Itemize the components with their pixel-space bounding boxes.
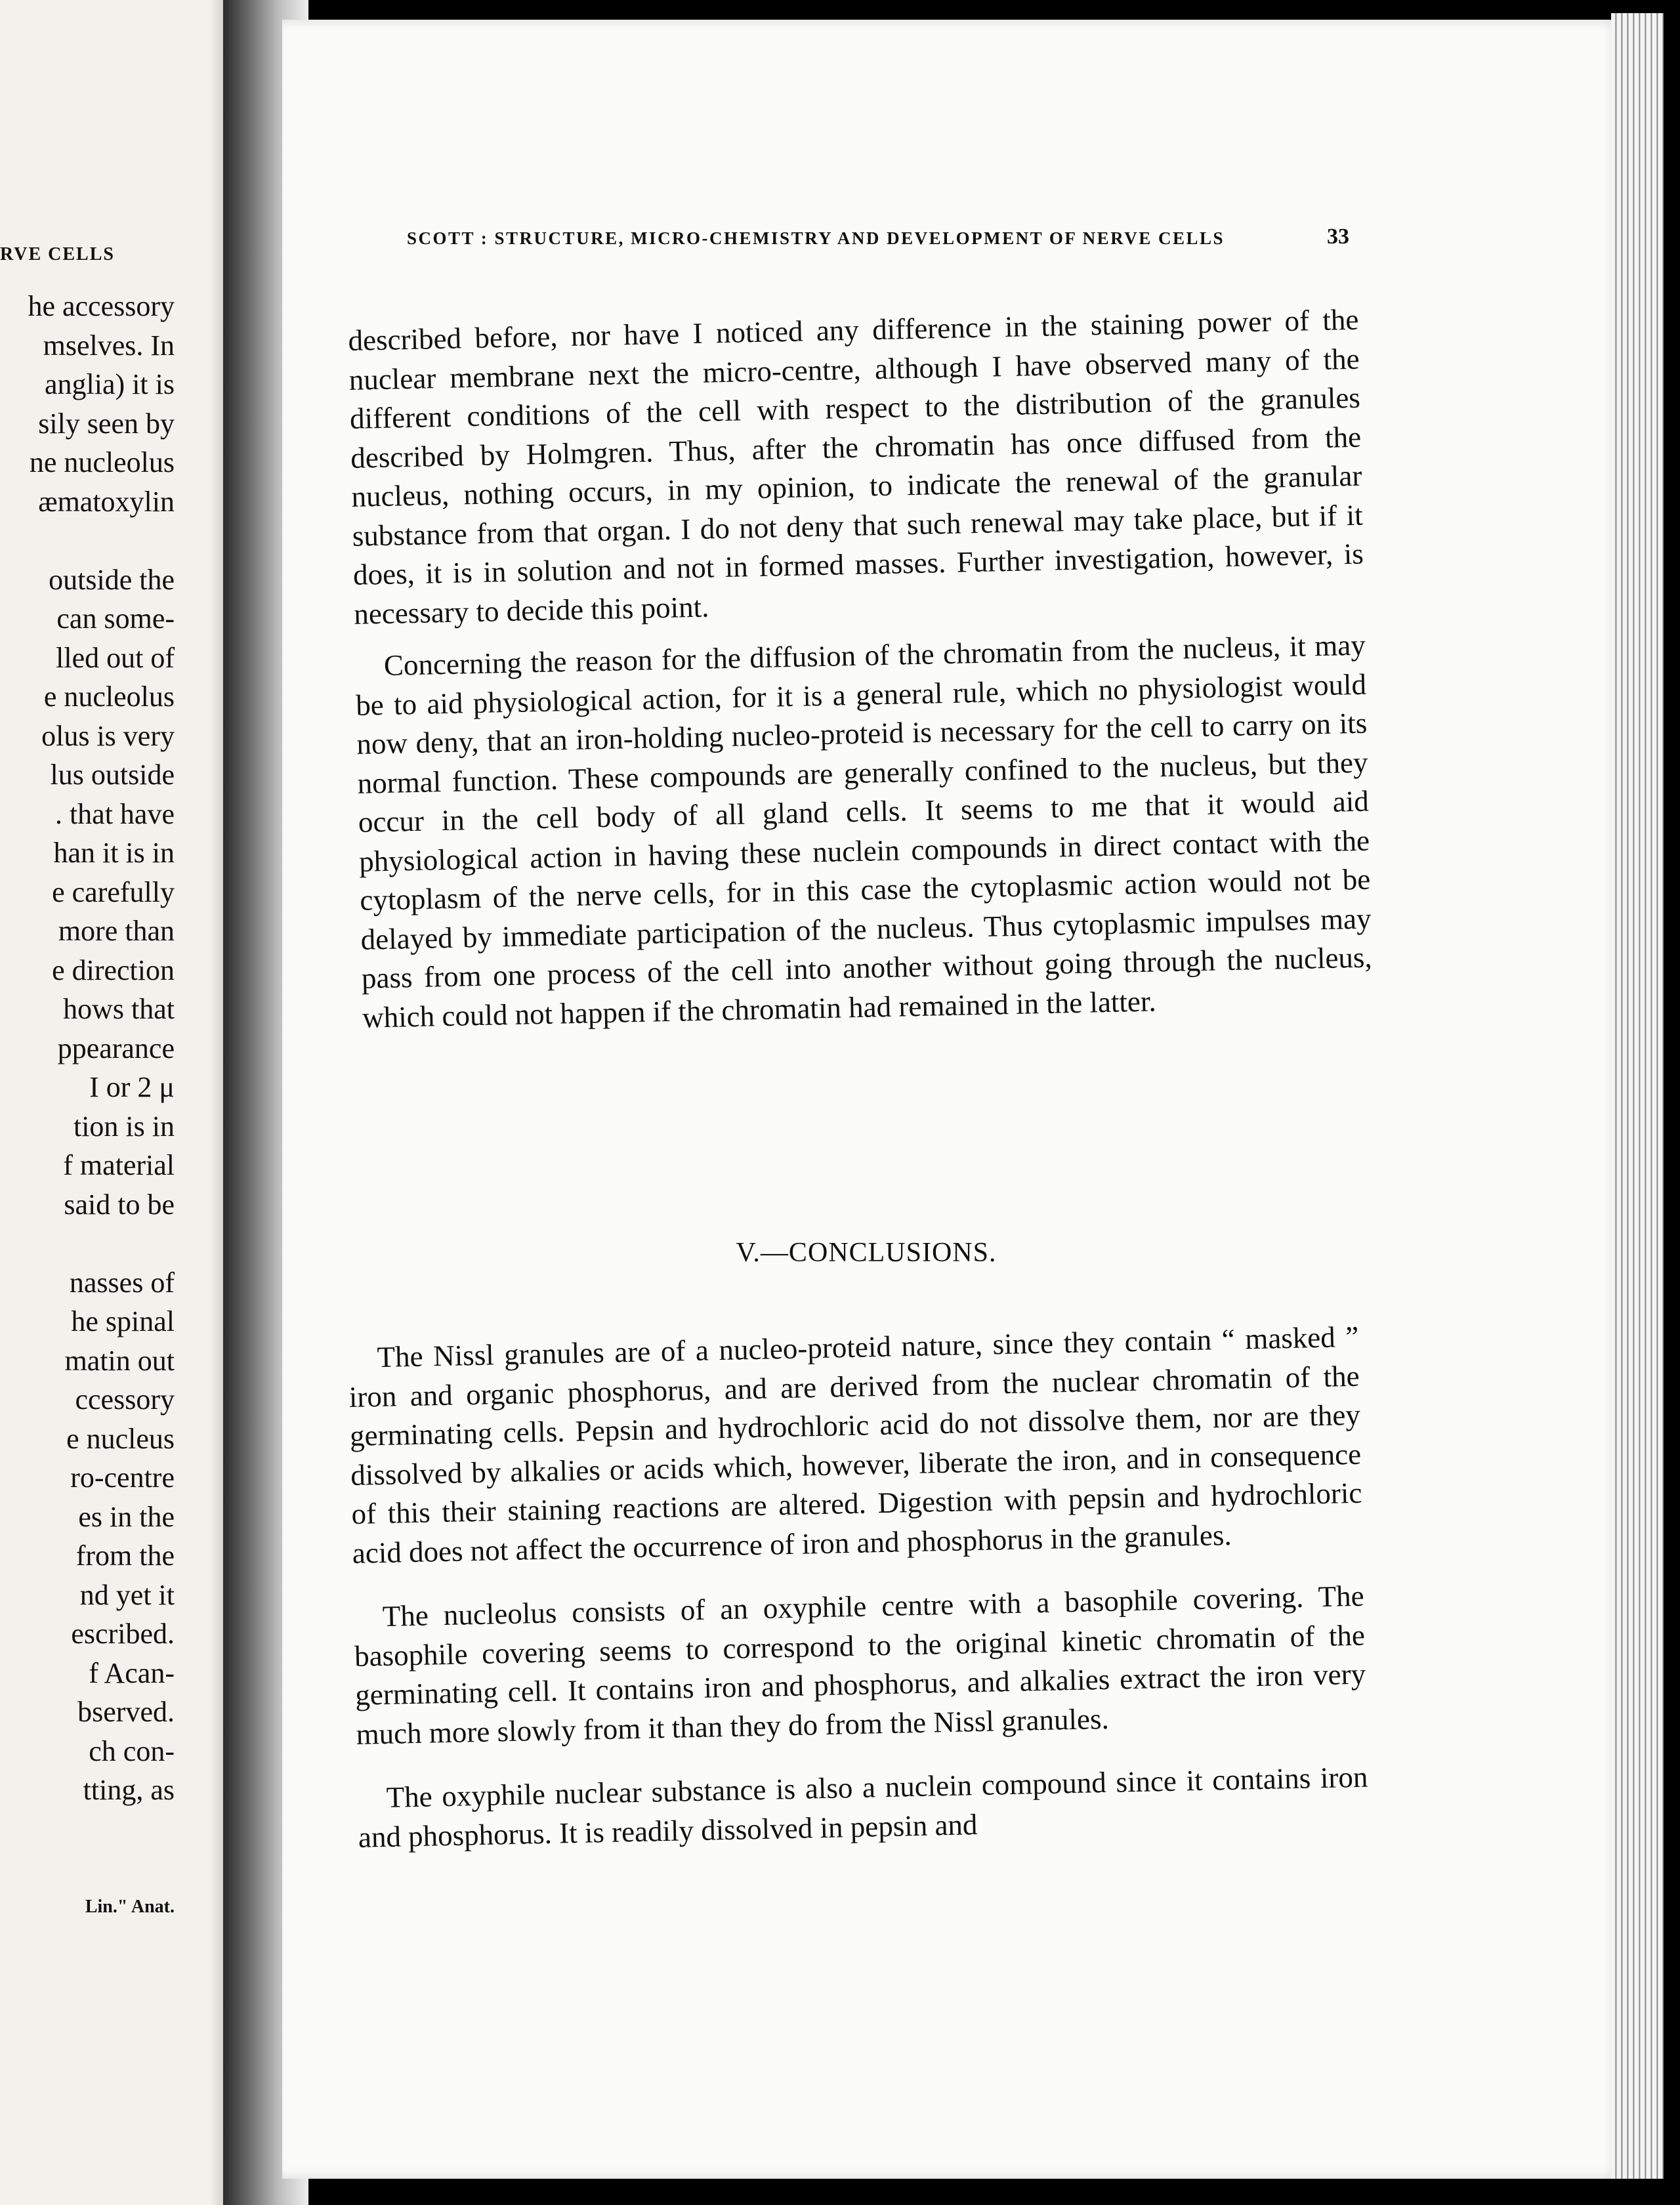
paragraph: The nucleolus consists of an oxyphile centre with a basophile covering. The basophile covering seems to correspond to the original kinetic chromatin of the germinating cell. It contains iron and phosphorus, and alkalies extract the iron very much more slowly from it than they do from the Nissl granules.	[354, 1579, 1366, 1751]
left-page-line: can some-	[56, 602, 175, 635]
left-page-line: e direction	[52, 954, 175, 986]
left-page	[0, 0, 236, 2205]
left-page-line: anglia) it is	[45, 368, 175, 400]
left-page-line: outside the	[49, 563, 175, 596]
left-page-running-head: RVE CELLS	[0, 244, 115, 264]
left-page-line: tion is in	[73, 1110, 175, 1143]
left-page-line: escribed.	[71, 1618, 175, 1650]
left-page-line: ccessory	[75, 1383, 175, 1416]
conclusions-text	[348, 1318, 1369, 1857]
left-page-line: e nucleolus	[43, 681, 175, 713]
left-page-line: lled out of	[56, 641, 175, 674]
body-text-top	[348, 301, 1374, 1038]
left-page-line: f material	[63, 1149, 175, 1181]
left-page-line: f Acan-	[89, 1656, 175, 1689]
left-page-line: more than	[58, 915, 175, 947]
left-page-line: es in the	[78, 1500, 175, 1533]
paragraph: Concerning the reason for the diffusion of the chromatin from the nucleus, it may be to aid physiological action, for it is a general rule, which no physiologist would now deny, that an iron-holding nucleo-proteid is necessary for the cell to carry on its normal function. These compounds are generally confined to the nucleus, but they occur in the cell body of all gland cells. It seems to me that it would aid physiological action in having these nuclein compounds in direct contact with the cytoplasm of the nerve cells, for in this case the cytoplasmic action would not be delayed by immediate participation of the nucleus. Thus cytoplasmic impulses may pass from one process of the cell into another without going through the nucleus, which could not happen if the chromatin had remained in the latter.	[355, 628, 1373, 1034]
left-page-line: e nucleus	[66, 1422, 175, 1455]
left-page-line: mselves. In	[43, 329, 175, 362]
page-number: 33	[1327, 224, 1349, 249]
left-page-line: sily seen by	[38, 407, 175, 440]
left-page-line: nasses of	[69, 1266, 175, 1299]
left-page-line: tting, as	[83, 1774, 175, 1806]
left-page-footnote: Lin." Anat.	[85, 1897, 175, 1917]
left-page-line: he accessory	[28, 290, 175, 322]
left-page-line: matin out	[64, 1344, 175, 1377]
section-heading: V.—CONCLUSIONS.	[736, 1238, 997, 1268]
left-page-line: . that have	[54, 797, 175, 830]
left-page-line: ro-centre	[70, 1461, 175, 1494]
left-page-line: e carefully	[52, 875, 175, 908]
paragraph: The oxyphile nuclear substance is also a nuclein compound since it contains iron and phosphorus. It is readily dissolved in pepsin and	[358, 1760, 1368, 1854]
left-page-line: æmatoxylin	[38, 485, 175, 518]
left-page-line: han it is in	[53, 837, 175, 869]
left-page-line: ppearance	[57, 1032, 175, 1064]
paragraph: described before, nor have I noticed any difference in the staining power of the nuclear membrane next the micro-centre, although I have observed many of the different conditions of the cell with respect to the distribution of the granules described by Holmgren. Thus, after the chromatin has once diffused from the nucleus, nothing occurs, in my opinion, to indicate the renewal of the granular substance from that organ. I do not deny that such renewal may take place, but if it does, it is in solution and not in formed masses. Further investigation, however, is necessary to decide this point.	[348, 303, 1364, 631]
left-page-line: lus outside	[50, 759, 175, 791]
running-head: SCOTT : STRUCTURE, MICRO-CHEMISTRY AND DEVELOPMENT OF NERVE CELLS	[407, 228, 1225, 248]
left-page-line: nd yet it	[79, 1578, 175, 1611]
page-edges	[1611, 13, 1664, 2179]
left-page-line: I or 2 μ	[89, 1071, 175, 1103]
left-page-line: ne nucleolus	[29, 446, 175, 478]
left-page-line: ch con-	[89, 1734, 175, 1767]
left-page-line: hows that	[63, 993, 175, 1025]
left-page-line: he spinal	[71, 1305, 175, 1337]
left-page-line: from the	[75, 1540, 175, 1572]
left-page-line: said to be	[64, 1188, 175, 1221]
left-page-line: olus is very	[41, 719, 175, 752]
left-page-line: bserved.	[77, 1696, 175, 1728]
paragraph: The Nissl granules are of a nucleo-proteid nature, since they contain “ masked ” iron and organic phosphorus, and are derived from the nuclear chromatin of the germinating cells. Pepsin and hydrochloric acid do not dissolve them, nor are they dissolved by alkalies or acids which, however, liberate the iron, and in consequence of this their staining reactions are altered. Digestion with pepsin and hydrochloric acid does not affect the occurrence of iron and phosphorus in the granules.	[348, 1320, 1362, 1570]
